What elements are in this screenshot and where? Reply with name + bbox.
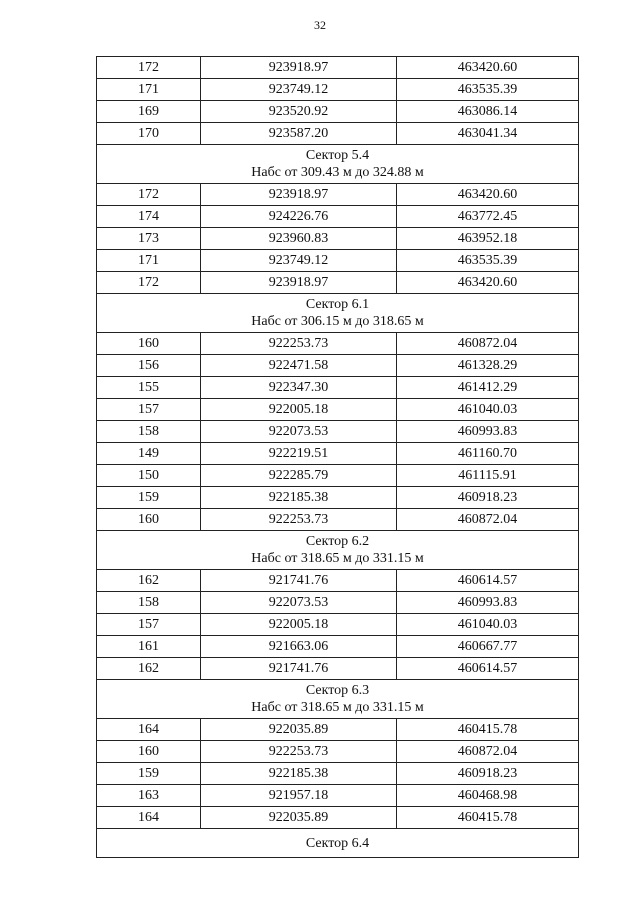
table-row — [97, 421, 579, 443]
x-coordinate-cell: 921957.18 — [201, 785, 397, 807]
table-row — [97, 377, 579, 399]
x-coordinate-cell: 921741.76 — [201, 658, 397, 680]
point-number-cell: 172 — [97, 272, 201, 294]
point-number-cell: 170 — [97, 123, 201, 145]
sector-elevation-range: Набс от 318.65 м до 331.15 м — [251, 700, 424, 715]
y-coordinate-cell: 463041.34 — [397, 123, 579, 145]
y-coordinate-cell: 460993.83 — [397, 421, 579, 443]
x-coordinate-cell: 923960.83 — [201, 228, 397, 250]
point-number-cell: 150 — [97, 465, 201, 487]
table-row — [97, 355, 579, 377]
x-coordinate-cell: 924226.76 — [201, 206, 397, 228]
y-coordinate-cell: 461115.91 — [397, 465, 579, 487]
table-row — [97, 206, 579, 228]
point-number-cell: 160 — [97, 509, 201, 531]
point-number-cell: 169 — [97, 101, 201, 123]
table-row — [97, 636, 579, 658]
x-coordinate-cell: 923918.97 — [201, 184, 397, 206]
table-row — [97, 658, 579, 680]
sector-header — [97, 829, 579, 858]
point-number-cell: 164 — [97, 719, 201, 741]
x-coordinate-cell: 922035.89 — [201, 807, 397, 829]
table-row — [97, 123, 579, 145]
y-coordinate-cell: 460614.57 — [397, 570, 579, 592]
sector-title: Сектор 6.1 — [305, 297, 370, 312]
coordinates-table — [96, 56, 579, 858]
page-number: 32 — [314, 18, 326, 32]
table-row — [97, 272, 579, 294]
x-coordinate-cell: 923918.97 — [201, 57, 397, 79]
y-coordinate-cell: 460872.04 — [397, 509, 579, 531]
x-coordinate-cell: 922005.18 — [201, 399, 397, 421]
sector-header-row — [97, 531, 579, 570]
table-row — [97, 487, 579, 509]
sector-header — [97, 294, 579, 333]
table-row — [97, 101, 579, 123]
sector-header-row — [97, 294, 579, 333]
point-number-cell: 160 — [97, 741, 201, 763]
table-row — [97, 228, 579, 250]
point-number-cell: 162 — [97, 658, 201, 680]
x-coordinate-cell: 922073.53 — [201, 421, 397, 443]
point-number-cell: 163 — [97, 785, 201, 807]
point-number-cell: 156 — [97, 355, 201, 377]
table-row — [97, 57, 579, 79]
y-coordinate-cell: 460993.83 — [397, 592, 579, 614]
x-coordinate-cell: 921663.06 — [201, 636, 397, 658]
point-number-cell: 172 — [97, 57, 201, 79]
y-coordinate-cell: 460667.77 — [397, 636, 579, 658]
point-number-cell: 158 — [97, 421, 201, 443]
table-row — [97, 509, 579, 531]
y-coordinate-cell: 460614.57 — [397, 658, 579, 680]
x-coordinate-cell: 923749.12 — [201, 250, 397, 272]
sector-elevation-range: Набс от 309.43 м до 324.88 м — [251, 165, 424, 180]
table-row — [97, 184, 579, 206]
coordinates-table-body — [97, 57, 579, 858]
y-coordinate-cell: 460468.98 — [397, 785, 579, 807]
x-coordinate-cell: 922185.38 — [201, 763, 397, 785]
y-coordinate-cell: 460872.04 — [397, 741, 579, 763]
y-coordinate-cell: 460918.23 — [397, 763, 579, 785]
table-row — [97, 785, 579, 807]
x-coordinate-cell: 922347.30 — [201, 377, 397, 399]
point-number-cell: 171 — [97, 250, 201, 272]
table-row — [97, 763, 579, 785]
y-coordinate-cell: 461412.29 — [397, 377, 579, 399]
y-coordinate-cell: 463420.60 — [397, 57, 579, 79]
x-coordinate-cell: 923520.92 — [201, 101, 397, 123]
x-coordinate-cell: 922253.73 — [201, 333, 397, 355]
x-coordinate-cell: 922253.73 — [201, 741, 397, 763]
table-row — [97, 443, 579, 465]
sector-title: Сектор 5.4 — [305, 148, 370, 163]
x-coordinate-cell: 921741.76 — [201, 570, 397, 592]
point-number-cell: 173 — [97, 228, 201, 250]
table-row — [97, 333, 579, 355]
point-number-cell: 159 — [97, 763, 201, 785]
sector-elevation-range: Набс от 306.15 м до 318.65 м — [251, 314, 424, 329]
sector-header-row — [97, 680, 579, 719]
y-coordinate-cell: 461160.70 — [397, 443, 579, 465]
point-number-cell: 160 — [97, 333, 201, 355]
point-number-cell: 159 — [97, 487, 201, 509]
point-number-cell: 157 — [97, 614, 201, 636]
table-row — [97, 741, 579, 763]
table-row — [97, 250, 579, 272]
y-coordinate-cell: 460872.04 — [397, 333, 579, 355]
x-coordinate-cell: 922285.79 — [201, 465, 397, 487]
table-row — [97, 79, 579, 101]
sector-title: Сектор 6.4 — [305, 835, 370, 851]
sector-header — [97, 680, 579, 719]
y-coordinate-cell: 463952.18 — [397, 228, 579, 250]
x-coordinate-cell: 922219.51 — [201, 443, 397, 465]
x-coordinate-cell: 923749.12 — [201, 79, 397, 101]
x-coordinate-cell: 922253.73 — [201, 509, 397, 531]
point-number-cell: 171 — [97, 79, 201, 101]
point-number-cell: 174 — [97, 206, 201, 228]
sector-header — [97, 145, 579, 184]
y-coordinate-cell: 463086.14 — [397, 101, 579, 123]
point-number-cell: 155 — [97, 377, 201, 399]
y-coordinate-cell: 461040.03 — [397, 614, 579, 636]
point-number-cell: 158 — [97, 592, 201, 614]
x-coordinate-cell: 923918.97 — [201, 272, 397, 294]
table-row — [97, 614, 579, 636]
point-number-cell: 162 — [97, 570, 201, 592]
y-coordinate-cell: 460415.78 — [397, 807, 579, 829]
y-coordinate-cell: 461040.03 — [397, 399, 579, 421]
point-number-cell: 172 — [97, 184, 201, 206]
sector-header-row — [97, 145, 579, 184]
sector-header-row — [97, 829, 579, 858]
sector-header — [97, 531, 579, 570]
point-number-cell: 157 — [97, 399, 201, 421]
x-coordinate-cell: 922073.53 — [201, 592, 397, 614]
table-row — [97, 719, 579, 741]
x-coordinate-cell: 922005.18 — [201, 614, 397, 636]
sector-elevation-range: Набс от 318.65 м до 331.15 м — [251, 551, 424, 566]
y-coordinate-cell: 463420.60 — [397, 272, 579, 294]
x-coordinate-cell: 922471.58 — [201, 355, 397, 377]
sector-title: Сектор 6.3 — [305, 683, 370, 698]
x-coordinate-cell: 922035.89 — [201, 719, 397, 741]
y-coordinate-cell: 461328.29 — [397, 355, 579, 377]
y-coordinate-cell: 460415.78 — [397, 719, 579, 741]
point-number-cell: 149 — [97, 443, 201, 465]
point-number-cell: 164 — [97, 807, 201, 829]
x-coordinate-cell: 923587.20 — [201, 123, 397, 145]
table-row — [97, 570, 579, 592]
table-row — [97, 465, 579, 487]
y-coordinate-cell: 463772.45 — [397, 206, 579, 228]
sector-title: Сектор 6.2 — [305, 534, 370, 549]
y-coordinate-cell: 463535.39 — [397, 79, 579, 101]
y-coordinate-cell: 463420.60 — [397, 184, 579, 206]
table-row — [97, 399, 579, 421]
table-row — [97, 807, 579, 829]
y-coordinate-cell: 460918.23 — [397, 487, 579, 509]
x-coordinate-cell: 922185.38 — [201, 487, 397, 509]
y-coordinate-cell: 463535.39 — [397, 250, 579, 272]
point-number-cell: 161 — [97, 636, 201, 658]
table-row — [97, 592, 579, 614]
